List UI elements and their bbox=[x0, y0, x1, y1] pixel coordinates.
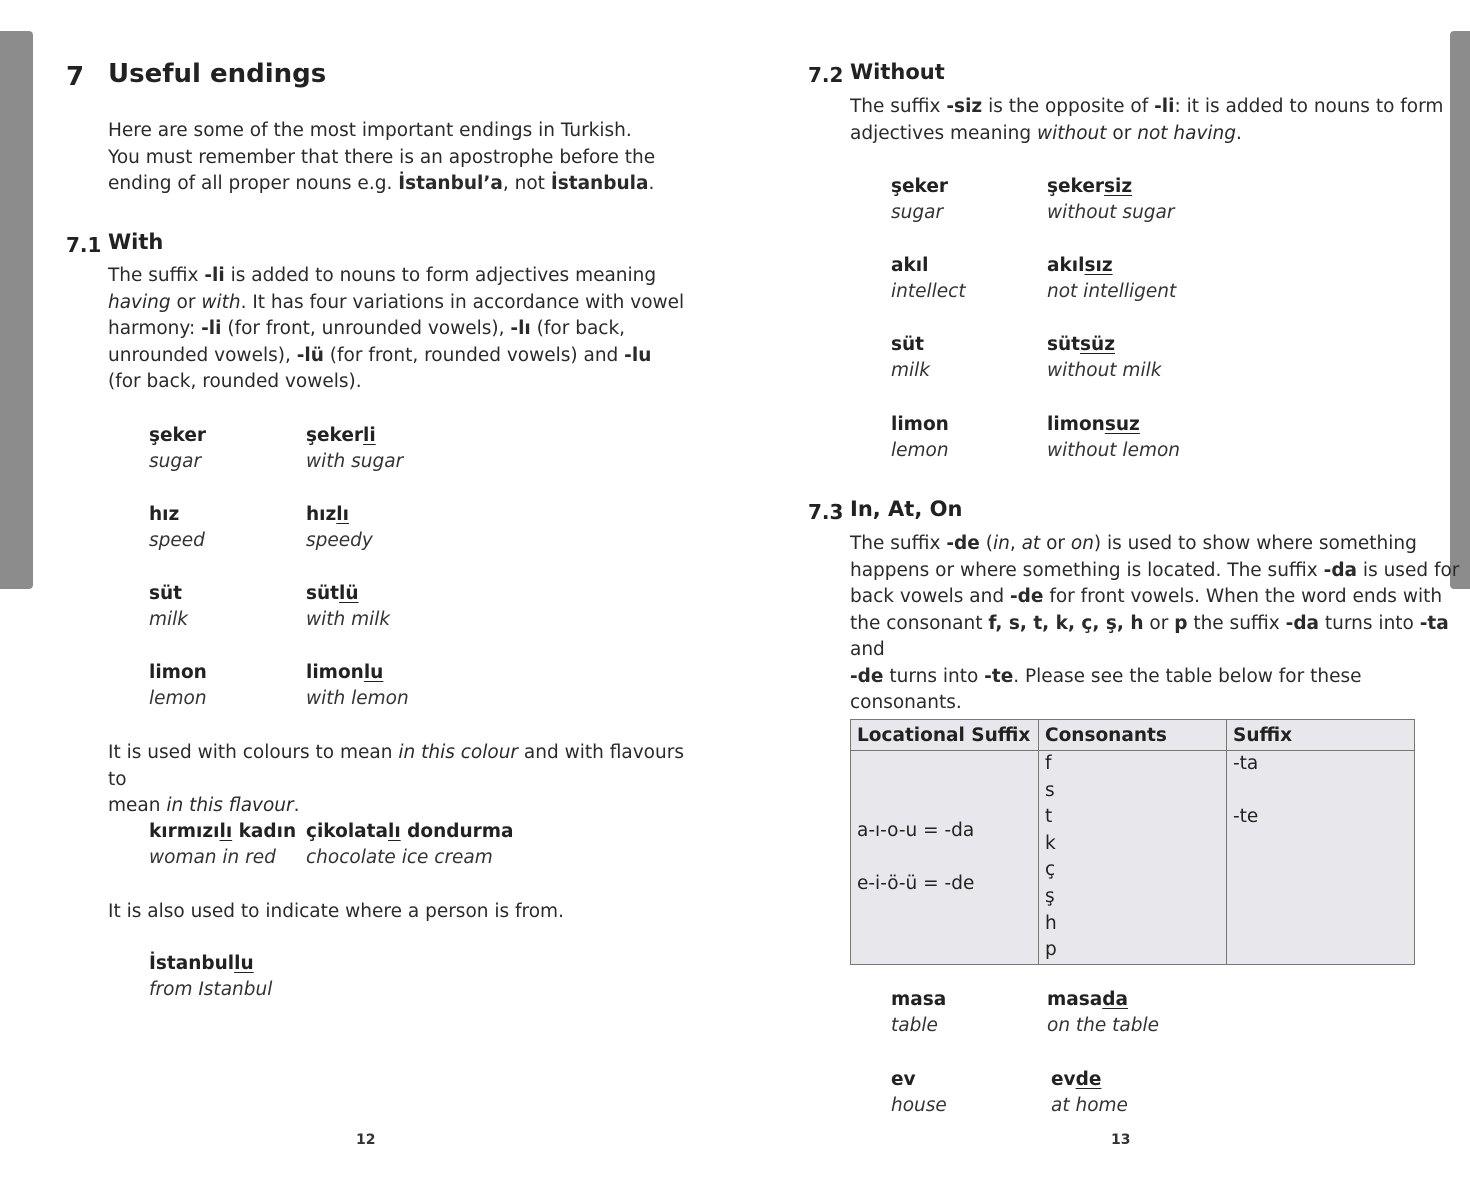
example-item: süt milk bbox=[891, 334, 931, 381]
page-number-left: 12 bbox=[356, 1132, 376, 1148]
example-result: şekersiz without sugar bbox=[1047, 176, 1175, 223]
intro-paragraph: Here are some of the most important endings in Turkish. You must remember that there is an apostrophe before the ending of all proper nouns e.g. İstanbul’a, not İstanbula. bbox=[108, 120, 656, 194]
right-page-tab bbox=[1450, 31, 1470, 589]
table-header: Suffix bbox=[1227, 720, 1415, 751]
example-result: limonsuz without lemon bbox=[1047, 414, 1181, 461]
colour-paragraph: It is used with colours to mean in this colour and with flavours to mean in this flavour. bbox=[108, 742, 684, 816]
page-number-right: 13 bbox=[1111, 1132, 1131, 1148]
example-item: şeker sugar bbox=[149, 425, 207, 472]
example-result: masada on the table bbox=[1047, 989, 1160, 1036]
table-cell-suffix: -ta -te bbox=[1227, 751, 1415, 965]
origin-paragraph: It is also used to indicate where a person is from. bbox=[108, 901, 564, 922]
locational-suffix-table bbox=[850, 719, 1415, 965]
left-page-tab bbox=[0, 31, 33, 589]
example-item: ev house bbox=[891, 1069, 947, 1116]
example-item: akıl intellect bbox=[891, 255, 966, 302]
in-at-on-paragraph: The suffix -de (in, at or on) is used to show where something happens or where something is located. The suffix -da is used for back vowels and -de for front vowels. When the word ends with the consonant f, s, t, k, ç, ş, h or p the suffix -da turns into -ta and -de turns into -te. Please see the table below for these consonants. bbox=[850, 533, 1460, 713]
chapter-number: 7 bbox=[66, 62, 85, 92]
section-number-7-2: 7.2 bbox=[808, 63, 844, 87]
table-header: Consonants bbox=[1039, 720, 1227, 751]
chapter-title: Useful endings bbox=[108, 59, 327, 89]
without-paragraph: The suffix -siz is the opposite of -li: it is added to nouns to form adjectives meaning without or not having. bbox=[850, 96, 1444, 144]
example-result: limonlu with lemon bbox=[306, 662, 409, 709]
section-number-7-3: 7.3 bbox=[808, 500, 844, 524]
example-result: sütsüz without milk bbox=[1047, 334, 1162, 381]
example-result: şekerli with sugar bbox=[306, 425, 404, 472]
with-paragraph: The suffix -li is added to nouns to form adjectives meaning having or with. It has four variations in accordance with vowel harmony: -li (for front, unrounded vowels), -lı (for back, unrounded vowels), -lü (for front, rounded vowels) and -lu (for back, rounded vowels). bbox=[108, 265, 685, 392]
example-result: evde at home bbox=[1051, 1069, 1128, 1116]
section-number-7-1: 7.1 bbox=[66, 233, 102, 257]
section-title-without: Without bbox=[850, 60, 945, 84]
section-title-with: With bbox=[108, 230, 164, 254]
table-cell-consonants: f s t k ç ş h p bbox=[1039, 751, 1227, 965]
example-item: şeker sugar bbox=[891, 176, 949, 223]
table-cell-locational: a-ı-o-u = -da e-i-ö-ü = -de bbox=[851, 751, 1039, 965]
example-item: İstanbullu from Istanbul bbox=[149, 953, 273, 1000]
example-item: kırmızılı kadın woman in red bbox=[149, 821, 297, 868]
example-result: sütlü with milk bbox=[306, 583, 391, 630]
example-result: akılsız not intelligent bbox=[1047, 255, 1177, 302]
example-item: hız speed bbox=[149, 504, 205, 551]
example-item: süt milk bbox=[149, 583, 189, 630]
example-item: limon lemon bbox=[891, 414, 949, 461]
table-header: Locational Suffix bbox=[851, 720, 1039, 751]
example-result: çikolatalı dondurma chocolate ice cream bbox=[306, 821, 514, 868]
example-result: hızlı speedy bbox=[306, 504, 373, 551]
section-title-in-at-on: In, At, On bbox=[850, 497, 963, 521]
example-item: limon lemon bbox=[149, 662, 207, 709]
example-item: masa table bbox=[891, 989, 947, 1036]
